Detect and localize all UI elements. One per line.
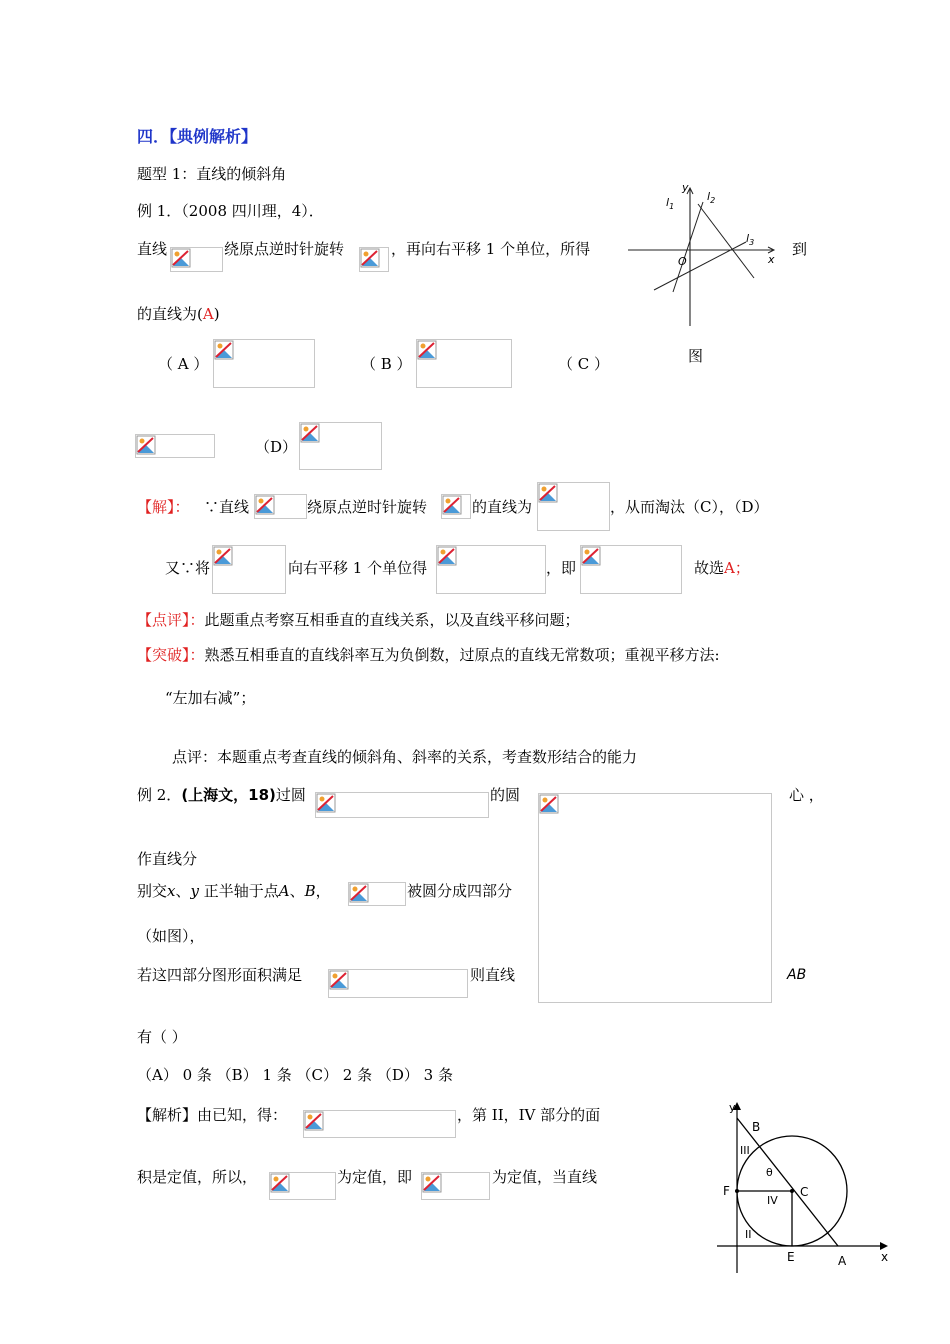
label-iii: III: [740, 1144, 750, 1157]
analysis-tag: 【解析】: [137, 1106, 198, 1124]
sol1-text-4: ，从而淘汰（C），（D）: [610, 498, 769, 516]
option-a-label: （ A ）: [158, 355, 209, 373]
review-tag: 【点评】：: [137, 611, 205, 629]
review-line: [137, 610, 580, 630]
formula-image: [436, 545, 546, 594]
ex2-line4: （如图），: [137, 927, 205, 945]
broken-image-icon: [270, 1173, 290, 1193]
broken-image-icon: [329, 970, 349, 990]
figure-image: [538, 793, 772, 1003]
option-b-label: （ B ）: [361, 355, 412, 373]
broken-image-icon: [417, 340, 437, 360]
ex1-text-to: 到: [792, 240, 808, 258]
broken-image-icon: [581, 546, 601, 566]
ex2-solution-b: ，第 II，IV 部分的面: [457, 1106, 601, 1124]
label-y: y: [729, 1101, 736, 1114]
ex2-solution2-c: 为定值，当直线: [492, 1168, 598, 1186]
line-ab: [737, 1118, 838, 1246]
formula-image: [269, 1172, 336, 1200]
point-f: [735, 1189, 739, 1193]
answer-value: A: [202, 305, 214, 323]
note-text: 点评：本题重点考查直线的倾斜角、斜率的关系，考查数形结合的能力: [172, 748, 638, 766]
broken-image-icon: [214, 340, 234, 360]
choose-text: 故选: [694, 559, 725, 577]
broken-image-icon: [255, 495, 275, 515]
example1-title: 例 1．（2008 四川理，4）．: [137, 202, 324, 220]
sol1-text-3: 的直线为: [472, 498, 533, 516]
ex2-line3: 别交x、y 正半轴于点A、B，: [137, 882, 331, 900]
broken-image-icon: [539, 794, 559, 814]
label-ii: II: [745, 1228, 752, 1241]
line-l3: [654, 242, 746, 290]
label-y: y: [682, 181, 689, 194]
point-c: [790, 1189, 794, 1193]
broken-image-icon: [442, 495, 462, 515]
broken-image-icon: [316, 793, 336, 813]
quote-text: “左加右减”；: [165, 689, 256, 707]
formula-image: [580, 545, 682, 594]
lines-figure: [622, 180, 787, 330]
ex1-text-b: 绕原点逆时针旋转: [224, 240, 345, 258]
x-arrow: [880, 1242, 888, 1250]
label-l1: $l_1$: [666, 196, 675, 211]
option-c-image: [135, 434, 215, 458]
formula-image: [303, 1110, 456, 1138]
formula-image: [359, 247, 389, 272]
broken-image-icon: [171, 248, 191, 268]
ex2-source: (上海文，18): [181, 786, 276, 804]
label-iv: IV: [767, 1194, 778, 1207]
example2-title: [137, 785, 306, 805]
option-c-label: （ C ）: [558, 355, 610, 373]
solution-tag: 【解】：: [137, 498, 190, 516]
ex1-answer-line: [137, 304, 220, 324]
broken-image-icon: [304, 1111, 324, 1131]
label-a: A: [838, 1254, 847, 1268]
sol1-line2-b: 向右平移 1 个单位得: [288, 559, 428, 577]
label-origin: O: [678, 255, 687, 268]
ex2-line6: 有（ ）: [137, 1028, 187, 1046]
ex2-text-b: 的圆: [490, 786, 521, 804]
figure-caption: 图: [688, 347, 704, 365]
option-d-label: （D）: [255, 438, 298, 456]
formula-image: [212, 545, 286, 594]
label-l3: $l_3$: [746, 232, 755, 247]
label-x: x: [881, 1250, 889, 1264]
ex2-text-c: 心 ，: [789, 786, 824, 804]
sol1-line2-a: 又∵将: [165, 559, 211, 577]
label-theta: θ: [766, 1166, 773, 1179]
broken-image-icon: [360, 248, 380, 268]
sol1-text-2: 绕原点逆时针旋转: [307, 498, 428, 516]
formula-image: [348, 882, 406, 906]
topic-title: 题型 1：直线的倾斜角: [137, 165, 287, 183]
formula-image: [421, 1172, 490, 1200]
ex1-text-a: 直线: [137, 240, 168, 258]
label-b: B: [752, 1120, 761, 1134]
choose-answer: A；: [724, 559, 750, 577]
breakthrough-line: [137, 645, 720, 665]
option-b-image: [416, 339, 512, 388]
broken-image-icon: [422, 1173, 442, 1193]
ex1-text-c: ，再向右平移 1 个单位，所得: [391, 240, 591, 258]
sol1-text-1: ∵直线: [204, 498, 250, 516]
formula-image: [254, 494, 307, 519]
formula-image: [441, 494, 471, 519]
circle-figure: [712, 1098, 897, 1278]
ex2-line2: 作直线分: [137, 850, 198, 868]
answer-close: ): [213, 305, 220, 323]
sol1-line2-c: ，即: [546, 559, 577, 577]
sol1-line2-d: [694, 558, 750, 578]
broken-image-icon: [300, 423, 320, 443]
broken-image-icon: [213, 546, 233, 566]
formula-image: [328, 969, 468, 998]
ex2-solution2-a: 积是定值，所以，: [137, 1168, 258, 1186]
line-l1: [673, 202, 703, 292]
ex2-line5-b: 则直线: [470, 966, 516, 984]
broken-image-icon: [538, 483, 558, 503]
broken-image-icon: [136, 435, 156, 455]
formula-image: [170, 247, 223, 272]
formula-image: [315, 792, 489, 818]
label-e: E: [787, 1250, 795, 1264]
ex2-line3-b: 被圆分成四部分: [407, 882, 513, 900]
broken-image-icon: [349, 883, 369, 903]
option-d-image: [299, 422, 382, 470]
ex2-line5-ab: AB: [787, 967, 807, 983]
broken-image-icon: [437, 546, 457, 566]
ex2-line5-a: 若这四部分图形面积满足: [137, 966, 303, 984]
label-l2: $l_2$: [707, 190, 716, 205]
section-heading: 四．【典例解析】: [137, 127, 258, 146]
ex2-solution2-b: 为定值，即: [337, 1168, 413, 1186]
analysis-text: 由已知，得：: [197, 1106, 288, 1124]
label-f: F: [723, 1184, 730, 1198]
label-x: x: [768, 253, 775, 266]
ex2-num: 例 2．: [137, 786, 182, 804]
ex2-solution-a: [137, 1105, 287, 1125]
review-text: 此题重点考察互相垂直的直线关系，以及直线平移问题；: [204, 611, 580, 629]
formula-image: [537, 482, 610, 531]
breakthrough-text: 熟悉互相垂直的直线斜率互为负倒数，过原点的直线无常数项；重视平移方法:: [204, 646, 720, 664]
ex2-text-a: 过圆: [275, 786, 306, 804]
breakthrough-tag: 【突破】：: [137, 646, 205, 664]
ex2-options: （A） 0 条 （B） 1 条 （C） 2 条 （D） 3 条: [137, 1066, 453, 1084]
label-c: C: [800, 1185, 809, 1199]
answer-prefix: 的直线为(: [137, 305, 203, 323]
option-a-image: [213, 339, 315, 388]
